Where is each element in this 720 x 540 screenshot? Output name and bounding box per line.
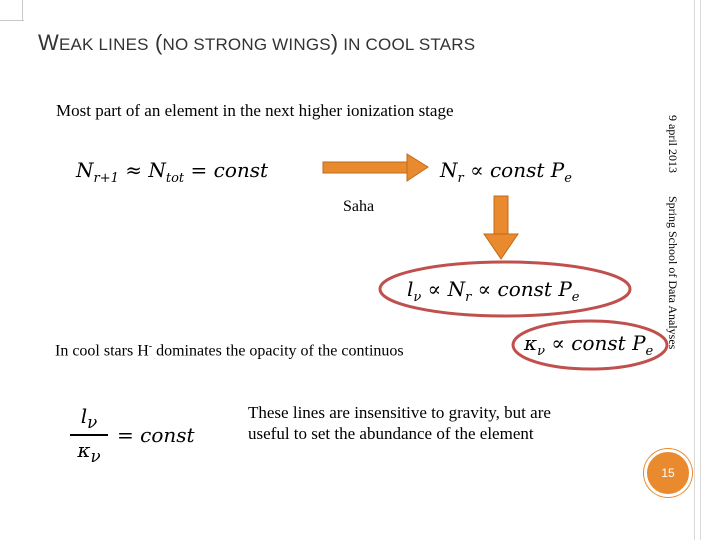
frac-den-sub: ν <box>90 447 101 466</box>
right-arrow-icon <box>323 154 428 181</box>
title-initial: W <box>38 30 59 55</box>
eq2-n: N <box>440 158 458 182</box>
eq4-sub-e: e <box>645 344 654 359</box>
eq3-sub-r: r <box>465 290 472 305</box>
eq2-sub-r: r <box>457 171 464 186</box>
side-event: Spring School of Data Analyses <box>666 196 680 350</box>
eq3-sub-e: e <box>571 290 580 305</box>
eq4-rhs: ∝ const P <box>545 331 646 355</box>
eq1-approx: ≈ <box>118 158 149 182</box>
title-part-b: NO STRONG WINGS <box>162 35 331 54</box>
frac-den-kappa: κ <box>77 438 91 462</box>
eq1-sub-r1: r+1 <box>93 171 119 186</box>
eq4-sub-nu: ν <box>537 344 546 359</box>
highlight-ellipse-opacity <box>513 321 667 369</box>
frac-num-l: l <box>80 404 88 428</box>
saha-label: Saha <box>343 198 375 215</box>
highlight-ellipse-line <box>380 262 630 316</box>
eq1-rhs: = const <box>184 158 269 182</box>
eq3-l: l <box>407 277 414 301</box>
eq4-kappa: κ <box>524 331 538 355</box>
side-date: 9 april 2013 <box>666 115 680 173</box>
cool-text-b: dominates the opacity of the continuos <box>152 342 404 360</box>
eq3-rhs: ∝ const P <box>471 277 572 301</box>
cool-text-sup: - <box>148 341 153 352</box>
eq3-sub-nu: ν <box>413 290 422 305</box>
page-number-badge: 15 <box>644 449 692 497</box>
down-arrow-icon <box>484 196 518 259</box>
frac-rhs-text: = const <box>117 423 195 447</box>
eq2-rhs: ∝ const P <box>463 158 565 182</box>
eq3-mid: ∝ N <box>421 277 466 301</box>
insensitive-note: These lines are insensitive to gravity, but are useful to set the abundance of the element <box>248 403 551 443</box>
title-paren-close: ) <box>330 30 339 55</box>
eq1-n: N <box>76 158 94 182</box>
eq1-n2: N <box>148 158 166 182</box>
cool-text-a: In cool stars H <box>55 342 149 360</box>
title-paren-open: ( <box>148 30 163 55</box>
frac-num-sub: ν <box>87 413 98 432</box>
subtitle: Most part of an element in the next higher ionization stage <box>56 101 454 120</box>
eq2-sub-e: e <box>564 171 572 186</box>
eq1-sub-tot: tot <box>165 171 185 186</box>
title-part-c: IN COOL STARS <box>338 35 476 54</box>
title-part-a: EAK LINES <box>58 35 149 54</box>
